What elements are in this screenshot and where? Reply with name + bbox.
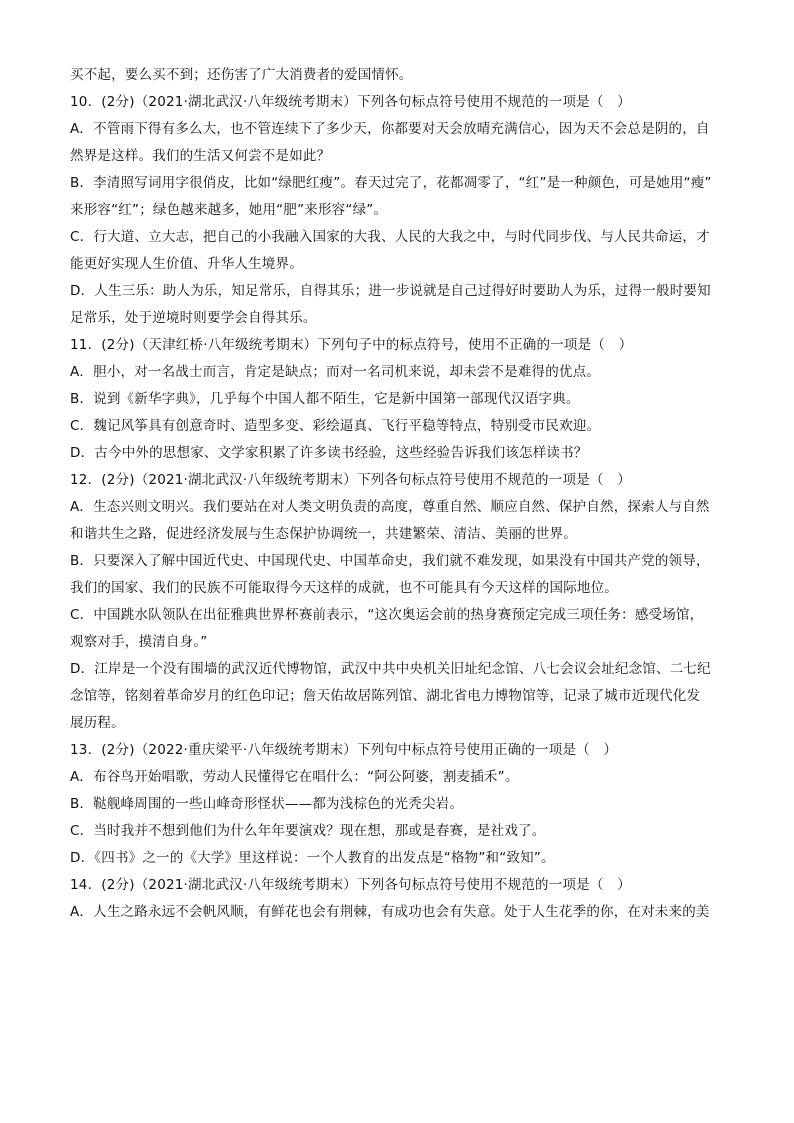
text-line: 展历程。 [70,715,125,731]
text-line: 和谐共生之路，促进经济发展与生态保护协调统一，共建繁荣、清洁、美丽的世界。 [70,526,577,542]
question-12-option-b: B．只要深入了解中国近代史、中国现代史、中国革命史，我们就不难发现，如果没有中国共产党的领导， [70,553,710,569]
text-line: 来形容“红”；绿色越来越多，她用“肥”来形容“绿”。 [70,202,388,218]
question-11-option-b: B．说到《新华字典》，几乎每个中国人都不陌生，它是新中国第一部现代汉语字典。 [70,391,580,407]
text-line: 然界是这样。我们的生活又何尝不是如此？ [70,148,331,164]
question-13-option-c: C．当时我并不想到他们为什么年年要演戏？现在想，那或是春赛，是社戏了。 [70,823,546,839]
question-10-option-c: C．行大道、立大志，把自己的小我融入国家的大我、人民的大我之中，与时代同步伐、与人民共命运，才 [70,229,710,245]
question-13-option-a: A．布谷鸟开始唱歌，劳动人民懂得它在唱什么：“阿公阿婆，割麦插禾”。 [70,769,519,785]
text-line: 买不起，要么买不到；还伤害了广大消费者的爱国情怀。 [70,67,413,83]
question-10-option-b: B．李清照写词用字很俏皮，比如“绿肥红瘦”。春天过完了，花都凋零了，“红”是一种颜色，可是她用“瘦” [70,175,712,191]
question-14-option-a: A．人生之路永远不会帆风顺，有鲜花也会有荆棘，有成功也会有失意。处于人生花季的你，在对未来的美 [70,904,710,920]
question-10-option-d: D．人生三乐：助人为乐，知足常乐，自得其乐；进一步说就是自己过得好时要助人为乐，过得一般时要知 [70,283,711,299]
text-line: 能更好实现人生价值、升华人生境界。 [70,256,303,272]
question-10-option-a: A．不管雨下得有多么大，也不管连续下了多少天，你都要对天会放晴充满信心，因为天不会总是阴的，自 [70,121,710,137]
question-12-option-d: D．江岸是一个没有围墙的武汉近代博物馆，武汉中共中央机关旧址纪念馆、八七会议会址纪念馆、二七纪 [70,661,711,677]
question-12-stem: 12．(2分)（2021·湖北武汉·八年级统考期末）下列各句标点符号使用不规范的一项是（ ） [70,472,631,488]
question-12-option-a: A．生态兴则文明兴。我们要站在对人类文明负责的高度，尊重自然、顺应自然、保护自然，探索人与自然 [70,499,710,515]
document-body [70,62,742,926]
text-line: 足常乐，处于逆境时则要学会自得其乐。 [70,310,317,326]
question-13-option-b: B．鞑舰峰周围的一些山峰奇形怪状——都为浅棕色的光秃尖岩。 [70,796,464,812]
question-13-stem: 13．(2分)（2022·重庆梁平·八年级统考期末）下列句中标点符号使用正确的一项是（ ） [70,742,618,758]
question-11-stem: 11．(2分)（天津红桥·八年级统考期末）下列句子中的标点符号，使用不正确的一项是（ ） [70,337,633,353]
question-11-option-c: C．魏记风筝具有创意奇时、造型多变、彩绘逼真、飞行平稳等特点，特别受市民欢迎。 [70,418,601,434]
question-14-stem: 14．(2分)（2021·湖北武汉·八年级统考期末）下列各句标点符号使用不规范的一项是（ ） [70,877,631,893]
text-line: 念馆等，铭刻着革命岁月的红色印记；詹天佑故居陈列馆、湖北省电力博物馆等，记录了城市近现代化发 [70,688,701,704]
question-11-option-a: A．胆小，对一名战士而言，肯定是缺点；而对一名司机来说，却未尝不是难得的优点。 [70,364,601,380]
question-12-option-c: C．中国跳水队领队在出征雅典世界杯赛前表示，“这次奥运会前的热身赛预定完成三项任务：感受场馆， [70,607,704,623]
text-line: 我们的国家、我们的民族不可能取得今天这样的成就，也不可能具有今天这样的国际地位。 [70,580,618,596]
question-10-stem: 10．(2分)（2021·湖北武汉·八年级统考期末）下列各句标点符号使用不规范的一项是（ ） [70,94,631,110]
question-13-option-d: D．《四书》之一的《大学》里这样说：一个人教育的出发点是“格物”和“致知”。 [70,850,555,866]
text-line: 观察对手，摸清自身。” [70,634,208,650]
question-11-option-d: D．古今中外的思想家、文学家积累了许多读书经验，这些经验告诉我们该怎样读书？ [70,445,588,461]
